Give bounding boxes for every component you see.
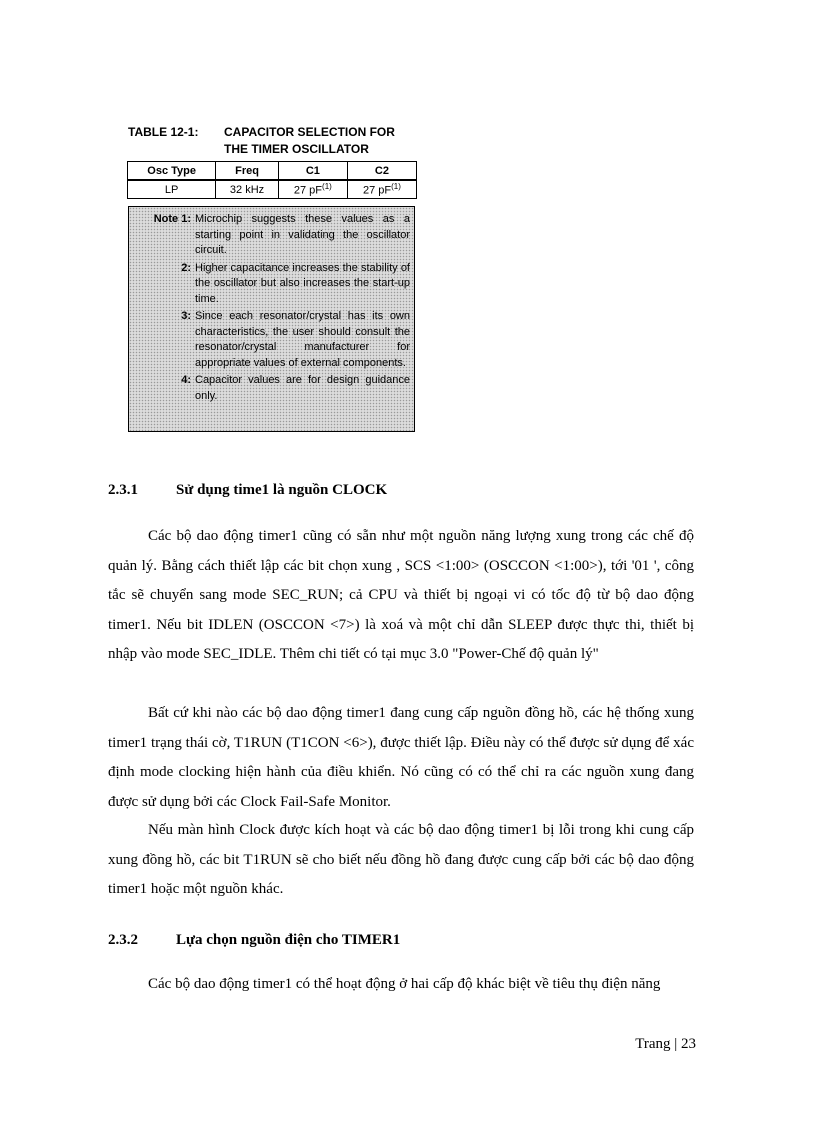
- table-title-line1: CAPACITOR SELECTION FOR: [224, 125, 395, 139]
- section-heading-2-3-1: 2.3.1 Sử dụng time1 là nguồn CLOCK: [108, 482, 388, 498]
- paragraph-1: Các bộ dao động timer1 cũng có sẵn như một nguồn năng lượng xung trong các chế độ quản lý. Bằng cách thiết lập các bit chọn xung , SCS <1:00> (OSCCON <1:00>), tới '01 ', công tắc sẽ chuyển sang mode SEC_RUN; cả CPU và thiết bị ngoại vi có tốc độ từ bộ dao động timer1. Nếu bit IDLEN (OSCCON <7>) là xoá và một chỉ dẫn SLEEP được thực thi, thiết bị nhập vào mode SEC_IDLE. Thêm chi tiết có tại mục 3.0 "Power-Chế độ quản lý": [108, 528, 694, 662]
- paragraph-2: Bất cứ khi nào các bộ dao động timer1 đang cung cấp nguồn đồng hồ, các hệ thống xung timer1 trạng thái cờ, T1RUN (T1CON <6>), được thiết lập. Điều này có thể được sử dụng để xác định mode clocking hiện hành của điều khiển. Nó cũng có có thể chỉ ra các nguồn xung đang được sử dụng bởi các Clock Fail-Safe Monitor.: [108, 705, 694, 810]
- table-title-line2: THE TIMER OSCILLATOR: [224, 142, 369, 156]
- note-3: 3: Since each resonator/crystal has its own characteristics, the user should consult the resonator/crystal manufacturer for appropriate values of external components.: [181, 310, 410, 369]
- table-caption: [128, 124, 428, 158]
- header-freq: Freq: [216, 162, 279, 181]
- note-4: 4: Capacitor values are for design guidance only.: [181, 374, 410, 402]
- note-2: 2: Higher capacitance increases the stability of the oscillator but also increases the start-up time.: [181, 261, 410, 305]
- note-1: Note 1: Microchip suggests these values as a starting point in validating the oscillator circuit.: [153, 213, 410, 256]
- cell-freq: 32 kHz: [216, 180, 279, 199]
- paragraph-3: Nếu màn hình Clock được kích hoạt và các bộ dao động timer1 bị lỗi trong khi cung cấp xung đồng hồ, các bit T1RUN sẽ cho biết nếu đồng hồ đang được cung cấp bởi các bộ dao động timer1 hoặc một nguồn khác.: [108, 822, 694, 897]
- cell-c2: 27 $pF^{(1)}$: [347, 180, 416, 199]
- capacitor-table: [127, 161, 417, 199]
- paragraph-4: Các bộ dao động timer1 có thể hoạt động ở hai cấp độ khác biệt về tiêu thụ điện năng: [148, 976, 661, 992]
- cell-c1: 27 $pF^{(1)}$: [278, 180, 347, 199]
- page-number: Trang | 23: [635, 1036, 696, 1052]
- header-c1: C1: [278, 162, 347, 181]
- header-osc-type: Osc Type: [128, 162, 216, 181]
- table-row: [128, 180, 417, 199]
- table-label: TABLE 12-1:: [128, 125, 199, 139]
- section-heading-2-3-2: 2.3.2 Lựa chọn nguồn điện cho TIMER1: [108, 932, 401, 948]
- cell-osc-type: LP: [128, 180, 216, 199]
- table-header-row: [128, 162, 417, 181]
- table-notes: [128, 206, 415, 432]
- header-c2: C2: [347, 162, 416, 181]
